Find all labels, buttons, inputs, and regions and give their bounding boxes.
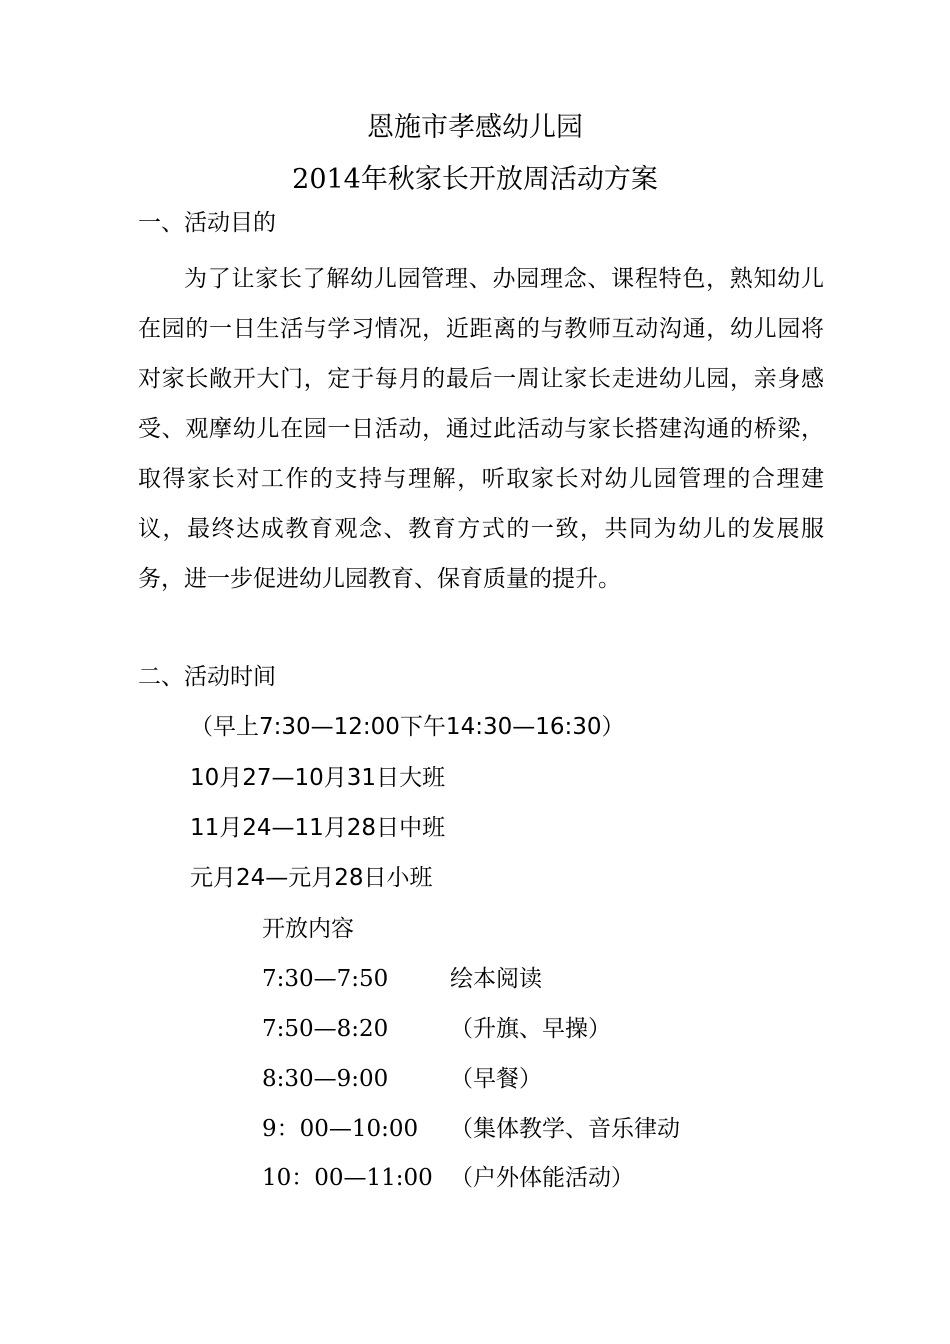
daily-hours: （早上7:30—12:00下午14:30—16:30） (190, 714, 625, 740)
date-range-junior-class: 元月24—元月28日小班 (190, 865, 433, 891)
schedule-time: 10：00—11:00 (262, 1165, 433, 1191)
section-heading-purpose: 一、活动目的 (138, 210, 276, 236)
purpose-paragraph: 为了让家长了解幼儿园管理、办园理念、课程特色，熟知幼儿在园的一日生活与学习情况，近距离的与教师互动沟通，幼儿园将对家长敞开大门，定于每月的最后一周让家长走进幼儿园，亲身感受、观摩幼儿在园一日活动，通过此活动与家长搭建沟通的桥梁，取得家长对工作的支持与理解，听取家长对幼儿园管理的合理建议，最终达成教育观念、教育方式的一致，共同为幼儿的发展服务，进一步促进幼儿园教育、保育质量的提升。 (138, 266, 824, 592)
schedule-activity: 绘本阅读 (450, 966, 542, 992)
schedule-time: 7:30—7:50 (262, 966, 389, 992)
schedule-activity: （升旗、早操） (450, 1016, 611, 1042)
date-range-senior-class: 10月27—10月31日大班 (190, 765, 446, 791)
schedule-time: 8:30—9:00 (262, 1066, 389, 1092)
schedule-time: 7:50—8:20 (262, 1016, 389, 1042)
open-content-label: 开放内容 (262, 916, 354, 942)
schedule-activity: （集体教学、音乐律动 (450, 1116, 680, 1142)
date-range-middle-class: 11月24—11月28日中班 (190, 815, 446, 841)
document-subtitle: 2014年秋家长开放周活动方案 (292, 164, 658, 195)
schedule-activity: （户外体能活动） (450, 1165, 634, 1191)
section-heading-time: 二、活动时间 (138, 664, 276, 690)
schedule-activity: （早餐） (450, 1066, 542, 1092)
document-title: 恩施市孝感幼儿园 (367, 112, 583, 143)
schedule-time: 9：00—10:00 (262, 1116, 419, 1142)
